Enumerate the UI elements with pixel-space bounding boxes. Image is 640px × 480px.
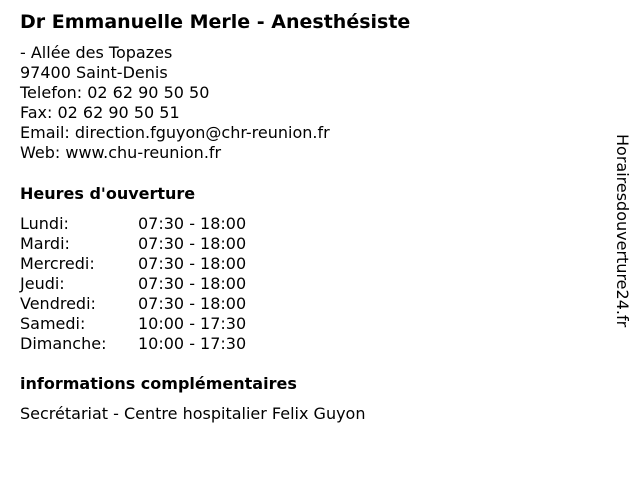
additional-info-heading: informations complémentaires <box>20 374 297 393</box>
fax-line: Fax: 02 62 90 50 51 <box>20 103 180 122</box>
watermark <box>612 134 636 374</box>
day-label: Jeudi: <box>20 274 65 293</box>
day-label: Mercredi: <box>20 254 95 273</box>
time-range: 07:30 - 18:00 <box>138 254 247 273</box>
additional-info-text: Secrétariat - Centre hospitalier Felix Guyon <box>20 404 366 423</box>
time-range: 10:00 - 17:30 <box>138 334 247 353</box>
time-range: 07:30 - 18:00 <box>138 234 247 253</box>
phone-line: Telefon: 02 62 90 50 50 <box>20 83 210 102</box>
time-range: 07:30 - 18:00 <box>138 214 247 233</box>
time-range: 10:00 - 17:30 <box>138 314 247 333</box>
time-range: 07:30 - 18:00 <box>138 294 247 313</box>
watermark-text: Horairesdouverture24.fr <box>613 134 632 328</box>
web-line: Web: www.chu-reunion.fr <box>20 143 222 162</box>
address-city: 97400 Saint-Denis <box>20 63 168 82</box>
day-label: Samedi: <box>20 314 86 333</box>
address-street: - Allée des Topazes <box>20 43 173 62</box>
day-label: Vendredi: <box>20 294 96 313</box>
opening-hours-heading: Heures d'ouverture <box>20 184 196 203</box>
day-label: Lundi: <box>20 214 69 233</box>
email-line: Email: direction.fguyon@chr-reunion.fr <box>20 123 330 142</box>
day-label: Dimanche: <box>20 334 107 353</box>
time-range: 07:30 - 18:00 <box>138 274 247 293</box>
page-title: Dr Emmanuelle Merle - Anesthésiste <box>20 11 411 33</box>
day-label: Mardi: <box>20 234 70 253</box>
address-block <box>20 43 330 163</box>
